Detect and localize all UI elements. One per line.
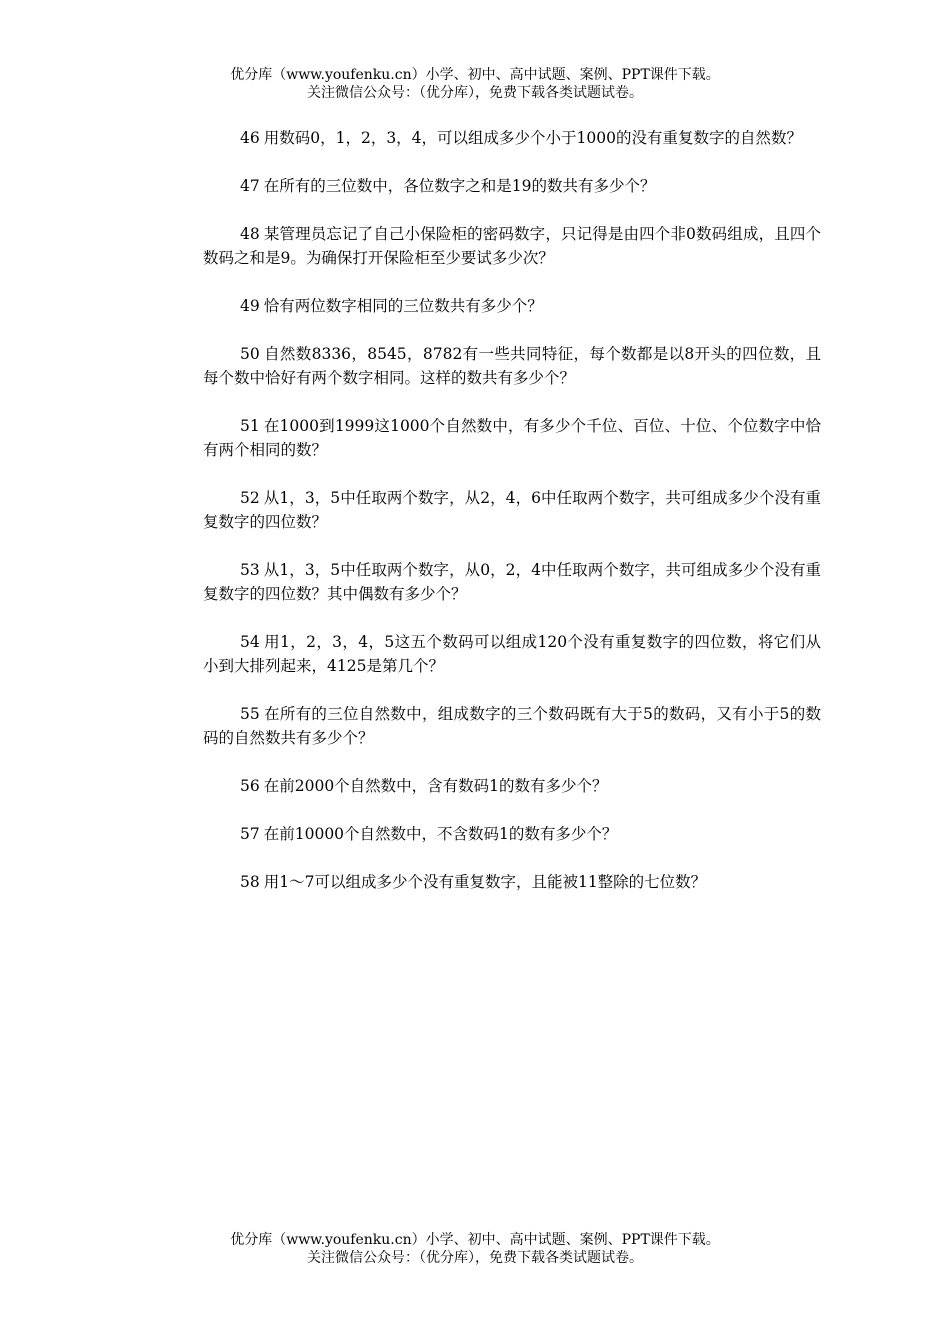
question-46 — [203, 126, 821, 150]
question-number: 52 — [240, 489, 260, 507]
question-text: 在前10000个自然数中，不含数码1的数有多少个？ — [263, 825, 618, 843]
question-text: 用1～7可以组成多少个没有重复数字，且能被11整除的七位数？ — [263, 873, 707, 891]
question-list — [203, 126, 821, 918]
question-number: 58 — [240, 873, 260, 891]
question-text: 在前2000个自然数中，含有数码1的数有多少个？ — [263, 777, 608, 795]
question-number: 53 — [240, 561, 260, 579]
question-number: 51 — [240, 417, 260, 435]
question-number: 48 — [240, 225, 260, 243]
question-text: 在1000到1999这1000个自然数中，有多少个千位、百位、十位、个位数字中恰有两个相同的数？ — [203, 417, 821, 459]
question-number: 46 — [240, 129, 260, 147]
question-49 — [203, 294, 821, 318]
question-text: 恰有两位数字相同的三位数共有多少个？ — [263, 297, 543, 315]
question-58 — [203, 870, 821, 894]
question-text: 在所有的三位数中，各位数字之和是19的数共有多少个？ — [263, 177, 656, 195]
question-51 — [203, 414, 821, 462]
question-55 — [203, 702, 821, 750]
question-57 — [203, 822, 821, 846]
question-text: 用1，2，3，4，5这五个数码可以组成120个没有重复数字的四位数，将它们从小到大排列起来，4125是第几个？ — [203, 633, 821, 675]
footer-line-1: 优分库（www.youfenku.cn）小学、初中、高中试题、案例、PPT课件下载。 — [230, 1232, 720, 1248]
question-number: 56 — [240, 777, 260, 795]
question-text: 用数码0，1，2，3，4，可以组成多少个小于1000的没有重复数字的自然数？ — [263, 129, 802, 147]
footer-line-2: 关注微信公众号：（优分库），免费下载各类试题试卷。 — [307, 1250, 643, 1266]
question-48 — [203, 222, 821, 270]
question-56 — [203, 774, 821, 798]
page-footer — [0, 1231, 950, 1267]
question-54 — [203, 630, 821, 678]
question-text: 某管理员忘记了自己小保险柜的密码数字，只记得是由四个非0数码组成，且四个数码之和是9。为确保打开保险柜至少要试多少次？ — [203, 225, 821, 267]
question-number: 49 — [240, 297, 260, 315]
question-number: 57 — [240, 825, 260, 843]
question-text: 自然数8336，8545，8782有一些共同特征，每个数都是以8开头的四位数，且每个数中恰好有两个数字相同。这样的数共有多少个？ — [203, 345, 821, 387]
question-text: 从1，3，5中任取两个数字，从2，4，6中任取两个数字，共可组成多少个没有重复数字的四位数？ — [203, 489, 821, 531]
header-line-2: 关注微信公众号：（优分库），免费下载各类试题试卷。 — [307, 85, 643, 101]
question-number: 55 — [240, 705, 260, 723]
question-52 — [203, 486, 821, 534]
header-line-1: 优分库（www.youfenku.cn）小学、初中、高中试题、案例、PPT课件下载。 — [230, 67, 720, 83]
page-header — [0, 66, 950, 102]
question-text: 从1，3，5中任取两个数字，从0，2，4中任取两个数字，共可组成多少个没有重复数字的四位数？其中偶数有多少个？ — [203, 561, 821, 603]
question-47 — [203, 174, 821, 198]
question-text: 在所有的三位自然数中，组成数字的三个数码既有大于5的数码，又有小于5的数码的自然数共有多少个？ — [203, 705, 821, 747]
question-number: 50 — [240, 345, 260, 363]
question-50 — [203, 342, 821, 390]
question-53 — [203, 558, 821, 606]
question-number: 54 — [240, 633, 260, 651]
question-number: 47 — [240, 177, 260, 195]
